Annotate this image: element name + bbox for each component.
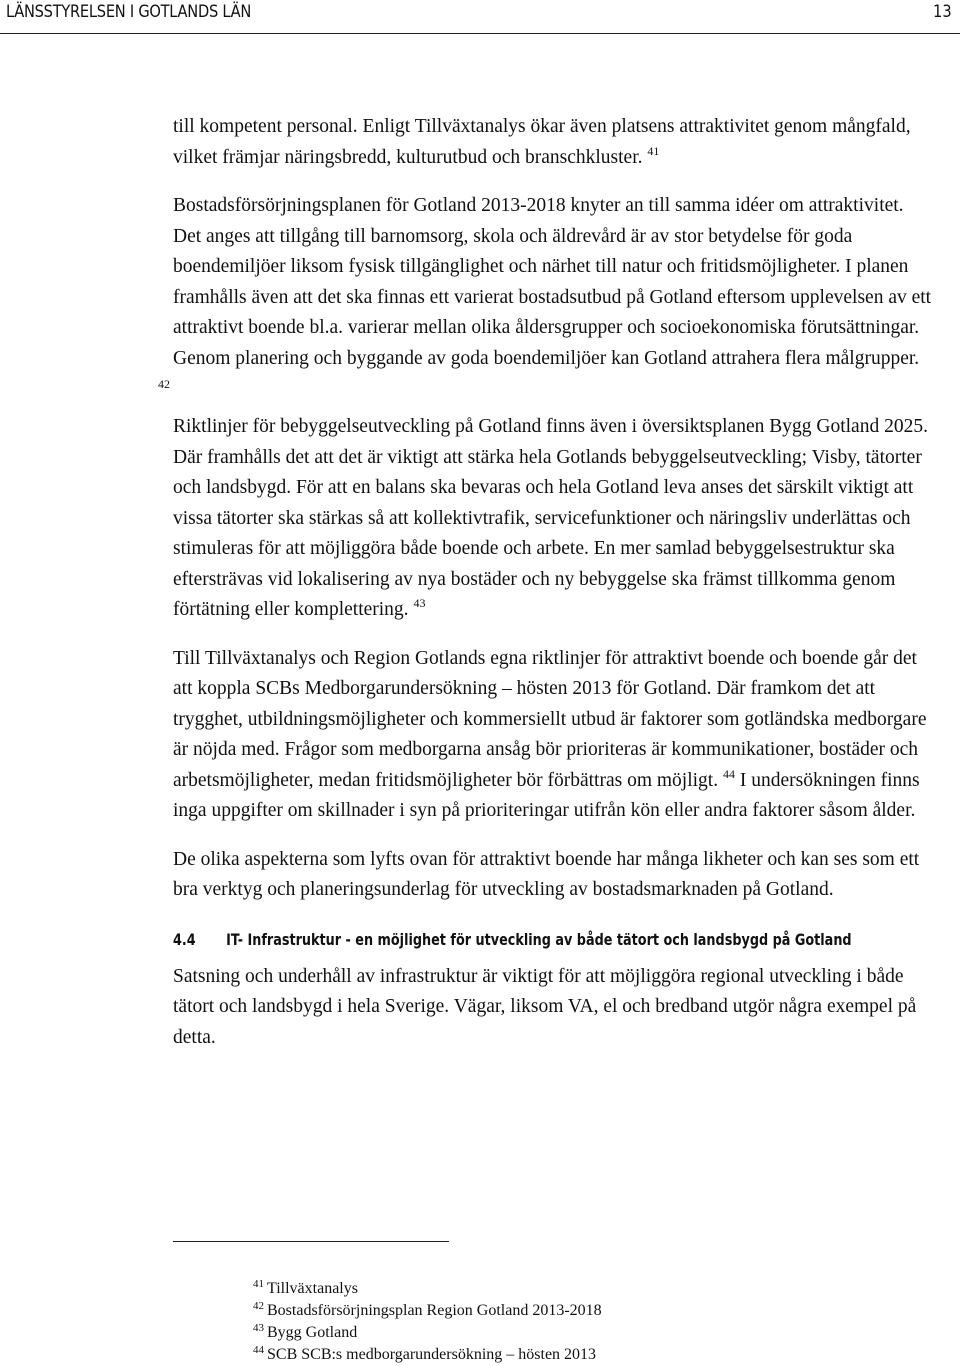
header-divider xyxy=(0,33,960,34)
section-number: 4.4 xyxy=(173,929,196,949)
paragraph-1: till kompetent personal. Enligt Tillväxtanalys ökar även platsens attraktivitet genom mångfald, vilket främjar näringsbredd, kulturutbud och branschkluster. $^{41}$ xyxy=(173,116,911,168)
section-title: IT- Infrastruktur - en möjlighet för utveckling av både tätort och landsbygd på Gotland xyxy=(226,929,852,949)
paragraph-6: Satsning och underhåll av infrastruktur är viktigt för att möjliggöra regional utveckling i både tätort och landsbygd i hela Sverige. Vägar, liksom VA, el och bredband utgör några exempel på detta. xyxy=(173,965,917,1048)
section-heading xyxy=(173,928,852,952)
body-text xyxy=(158,112,933,1053)
paragraph-4: Till Tillväxtanalys och Region Gotlands egna riktlinjer för attraktivt boende och boende går det att koppla SCBs Medborgarundersökning – hösten 2013 för Gotland. Där framkom det att trygghet, utbildningsmöjligheter och kommersiellt utbud är faktorer som gotländska medborgare är nöjda med. Frågor som medborgarna ansåg bör prioriteras är kommunikationer, bostäder och arbetsmöjligheter, medan fritidsmöjligheter bör förbättras om möjligt. $^{44}$ I undersökningen finns inga uppgifter om skillnader i syn på prioriteringar utifrån kön eller andra faktorer såsom ålder. xyxy=(173,647,927,821)
paragraph-3: Riktlinjer för bebyggelseutveckling på Gotland finns även i översiktsplanen Bygg Gotland 2025. Där framhålls det att det är viktigt att stärka hela Gotlands bebyggelseutveckling; Visby, tätorter och landsbygd. För att en balans ska bevaras och hela Gotland leva anses det särskilt viktigt att vissa tätorter ska stärkas så att kollektivtrafik, servicefunktioner och näringsliv underlättas och stimuleras för att möjliggöra både boende och arbete. En mer samlad bebyggelsestruktur ska eftersträvas vid lokalisering av nya bostäder och ny bebyggelse ska främst tillkomma genom förtätning eller komplettering. $^{43}$ xyxy=(173,416,928,620)
header-title: LÄNSSTYRELSEN I GOTLANDS LÄN xyxy=(6,2,252,22)
paragraph-2: Bostadsförsörjningsplanen för Gotland 2013-2018 knyter an till samma idéer om attraktivitet. Det anges att tillgång till barnomsorg, skola och äldrevård är av stor betydelse för goda boendemiljöer liksom fysisk tillgänglighet och närhet till natur och fritidsmöjligheter. I planen framhålls även att det ska finnas ett varierat bostadsutbud på Gotland eftersom upplevelsen av ett attraktivt boende bl.a. varierar mellan olika åldersgrupper och socioekonomiska förutsättningar. Genom planering och byggande av goda boendemiljöer kan Gotland attrahera flera målgrupper. xyxy=(173,195,932,369)
footnote-ref-43: 43 xyxy=(413,596,426,610)
page-header xyxy=(0,0,960,36)
footnote-item: $^{43}$ Bygg Gotland xyxy=(253,1322,358,1341)
footnote-ref-42: 42 xyxy=(158,377,170,391)
footnote-item: $^{44}$ SCB SCB:s medborgarundersökning – hösten 2013 xyxy=(253,1344,597,1363)
footnote-ref-41: 41 xyxy=(647,143,660,158)
footnotes xyxy=(253,1278,602,1366)
paragraph-5: De olika aspekterna som lyfts ovan för attraktivt boende har många likheter och kan ses som ett bra verktyg och planeringsunderlag för utveckling av bostadsmarknaden på Gotland. xyxy=(173,848,920,900)
footnote-item: $^{41}$ Tillväxtanalys xyxy=(253,1278,358,1297)
footnote-item: $^{42}$ Bostadsförsörjningsplan Region Gotland 2013-2018 xyxy=(253,1300,602,1319)
footnote-divider xyxy=(173,1241,449,1242)
page-number: 13 xyxy=(933,2,952,22)
footnote-ref-44: 44 xyxy=(722,766,735,781)
